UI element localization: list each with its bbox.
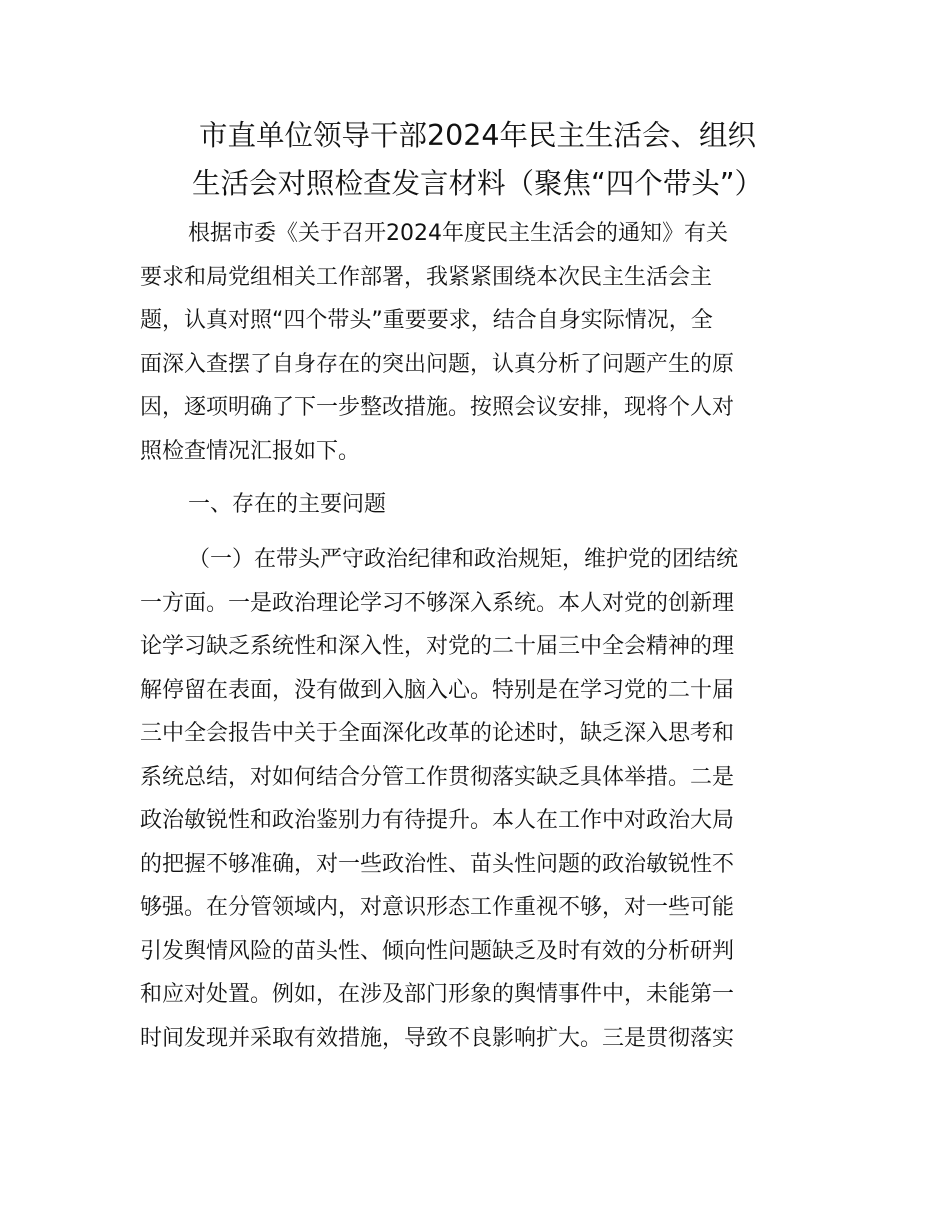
text-line: 面深入查摆了自身存在的突出问题，认真分析了问题产生的原 bbox=[140, 351, 735, 377]
text-line: 系统总结，对如何结合分管工作贯彻落实缺乏具体举措。二是 bbox=[140, 764, 735, 790]
text-line: 因，逐项明确了下一步整改措施。按照会议安排，现将个人对 bbox=[140, 395, 735, 420]
text-line: 的把握不够准确，对一些政治性、苗头性问题的政治敏锐性不 bbox=[140, 851, 735, 877]
text-line: 政治敏锐性和政治鉴别力有待提升。本人在工作中对政治大局 bbox=[140, 808, 735, 833]
text-line: （一）在带头严守政治纪律和政治规矩，维护党的团结统 bbox=[188, 547, 739, 572]
section-heading bbox=[140, 483, 812, 527]
text-line: 根据市委《关于召开2024年度民主生活会的通知》有关 bbox=[188, 221, 728, 246]
text-line: 论学习缺乏系统性和深入性，对党的二十届三中全会精神的理 bbox=[140, 634, 735, 659]
text-line: 一方面。一是政治理论学习不够深入系统。本人对党的创新理 bbox=[140, 590, 735, 616]
document-title bbox=[140, 112, 815, 208]
text-line: 要求和局党组相关工作部署，我紧紧围绕本次民主生活会主 bbox=[140, 264, 713, 290]
section-heading-text: 一、存在的主要问题 bbox=[188, 492, 387, 517]
text-line: 引发舆情风险的苗头性、倾向性问题缺乏及时有效的分析研判 bbox=[140, 938, 735, 964]
text-line: 三中全会报告中关于全面深化改革的论述时，缺乏深入思考和 bbox=[140, 721, 735, 746]
text-line: 够强。在分管领域内，对意识形态工作重视不够，对一些可能 bbox=[140, 895, 735, 920]
title-line: 生活会对照检查发言材料（聚焦“四个带头”） bbox=[191, 167, 764, 200]
title-line: 市直单位领导干部2024年民主生活会、组织 bbox=[198, 119, 757, 152]
text-line: 时间发现并采取有效措施，导致不良影响扩大。三是贯彻落实 bbox=[140, 1025, 735, 1051]
text-line: 和应对处置。例如，在涉及部门形象的舆情事件中，未能第一 bbox=[140, 982, 735, 1007]
problem-paragraph-1 bbox=[140, 538, 812, 1060]
intro-paragraph bbox=[140, 212, 812, 473]
text-line: 照检查情况汇报如下。 bbox=[140, 438, 361, 464]
text-line: 解停留在表面，没有做到入脑入心。特别是在学习党的二十届 bbox=[140, 677, 735, 703]
text-line: 题，认真对照“四个带头”重要要求，结合自身实际情况，全 bbox=[140, 308, 713, 333]
